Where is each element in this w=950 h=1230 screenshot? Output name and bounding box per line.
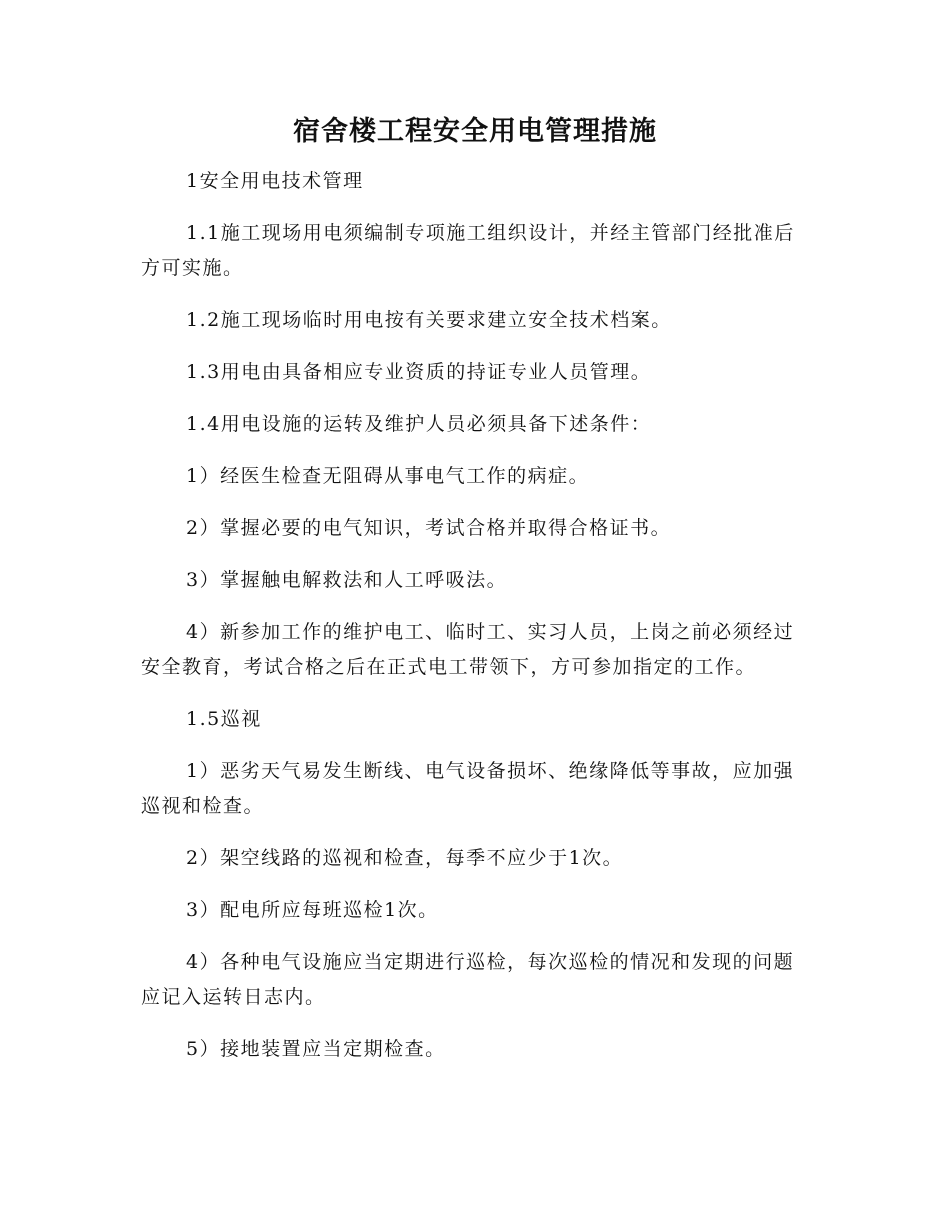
paragraph: 4）各种电气设施应当定期进行巡检，每次巡检的情况和发现的问题应记入运转日志内。 bbox=[141, 951, 795, 1008]
document-title: 宿舍楼工程安全用电管理措施 bbox=[293, 116, 657, 147]
paragraph: 4）新参加工作的维护电工、临时工、实习人员，上岗之前必须经过安全教育，考试合格之后在正式电工带领下，方可参加指定的工作。 bbox=[141, 621, 795, 678]
paragraph: 1.3用电由具备相应专业资质的持证专业人员管理。 bbox=[186, 361, 652, 383]
paragraph: 2）掌握必要的电气知识，考试合格并取得合格证书。 bbox=[186, 517, 672, 539]
paragraph: 2）架空线路的巡视和检查，每季不应少于1次。 bbox=[186, 847, 624, 869]
paragraph: 1.1施工现场用电须编制专项施工组织设计，并经主管部门经批准后方可实施。 bbox=[141, 222, 795, 279]
paragraph: 1.5巡视 bbox=[186, 708, 262, 730]
paragraph: 1安全用电技术管理 bbox=[186, 170, 364, 192]
paragraph: 3）掌握触电解救法和人工呼吸法。 bbox=[186, 569, 508, 591]
paragraph: 1）经医生检查无阻碍从事电气工作的病症。 bbox=[186, 465, 590, 487]
paragraph: 3）配电所应每班巡检1次。 bbox=[186, 899, 439, 921]
paragraph: 1）恶劣天气易发生断线、电气设备损坏、绝缘降低等事故，应加强巡视和检查。 bbox=[141, 760, 795, 817]
paragraph: 1.2施工现场临时用电按有关要求建立安全技术档案。 bbox=[186, 309, 672, 331]
document-body bbox=[141, 164, 811, 1084]
paragraph: 5）接地装置应当定期检查。 bbox=[186, 1038, 446, 1060]
paragraph: 1.4用电设施的运转及维护人员必须具备下述条件： bbox=[186, 413, 652, 435]
